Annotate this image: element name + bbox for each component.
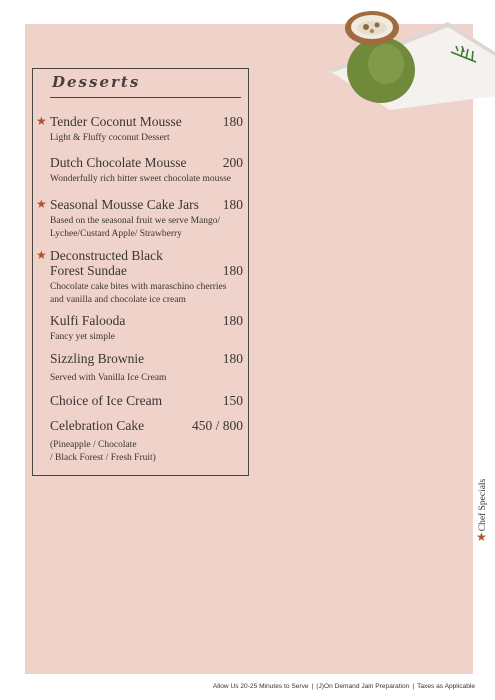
footer-taxes: Taxes as Applicable: [417, 683, 475, 690]
section-title: Desserts: [52, 73, 141, 91]
chef-specials-star-icon: ★: [476, 530, 487, 544]
item-price: 180: [222, 313, 243, 328]
menu-item-choice-of-ice-cream: [50, 393, 243, 408]
item-description: Fancy yet simple: [50, 332, 115, 342]
item-description: (Pineapple / Chocolate / Black Forest / Fresh Fruit): [50, 440, 156, 463]
item-description: Based on the seasonal fruit we serve Mango/ Lychee/Custard Apple/ Strawberry: [50, 216, 221, 239]
item-description: Wonderfully rich bitter sweet chocolate mousse: [50, 174, 231, 184]
item-price: 150: [222, 393, 243, 408]
item-name: Tender Coconut Mousse: [50, 114, 182, 129]
item-price: 450 / 800: [191, 418, 243, 433]
item-description: Chocolate cake bites with maraschino cherries and vanilla and chocolate ice cream: [50, 282, 227, 305]
menu-item-seasonal-mousse-cake-jars: [50, 197, 243, 241]
chef-specials-label: Chef Specials: [478, 478, 488, 532]
item-name: Seasonal Mousse Cake Jars: [50, 197, 199, 212]
item-price: 180: [222, 114, 243, 129]
chef-special-star-icon: ★: [36, 114, 47, 128]
title-divider: [50, 97, 241, 98]
footer-separator: |: [311, 683, 314, 690]
tender-coconut-dessert-image: [326, 0, 495, 110]
item-description: Served with Vanilla Ice Cream: [50, 373, 167, 383]
menu-item-kulfi-falooda: [50, 313, 243, 344]
item-name: Deconstructed Black Forest Sundae: [50, 248, 163, 278]
menu-item-tender-coconut-mousse: [50, 114, 243, 145]
item-name: Kulfi Falooda: [50, 313, 126, 328]
menu-item-deconstructed-black-forest-sundae: [50, 248, 243, 307]
footer-jain: (J)On Demand Jain Preparation: [316, 683, 410, 690]
item-price: 180: [222, 263, 243, 278]
footer-notes: [213, 683, 475, 690]
chef-special-star-icon: ★: [36, 197, 47, 211]
menu-item-sizzling-brownie: [50, 351, 243, 385]
item-price: 180: [222, 197, 243, 212]
item-name: Choice of Ice Cream: [50, 393, 163, 408]
menu-item-celebration-cake: [50, 418, 243, 465]
item-price: 180: [222, 351, 243, 366]
item-description: Light & Fluffy coconut Dessert: [50, 133, 170, 143]
item-price: 200: [222, 155, 243, 170]
item-name: Dutch Chocolate Mousse: [50, 155, 187, 170]
item-name: Celebration Cake: [50, 418, 145, 433]
footer-separator: |: [412, 683, 415, 690]
footer-serve-time: Allow Us 20-25 Minutes to Serve: [212, 683, 309, 690]
chef-special-star-icon: ★: [36, 248, 47, 262]
menu-item-dutch-chocolate-mousse: [50, 155, 243, 186]
item-name: Sizzling Brownie: [50, 351, 145, 366]
